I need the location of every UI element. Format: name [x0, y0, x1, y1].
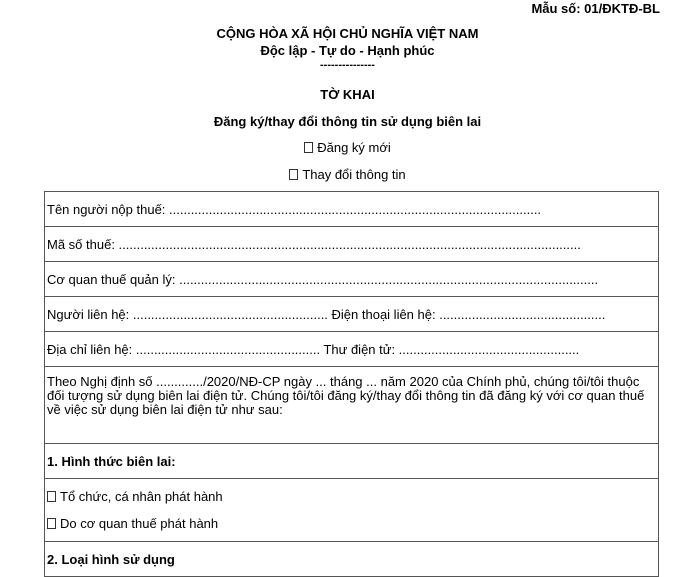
contact-phone-field[interactable]: Người liên hệ: ...................................................... Điện thoại liên hệ: ..............................................	[45, 297, 659, 332]
form-code: Mẫu số: 01/ĐKTĐ-BL	[531, 1, 660, 16]
option-change-label: Thay đổi thông tin	[302, 167, 406, 182]
taxpayer-name-field[interactable]: Tên người nộp thuế: .......................................................................................................	[45, 192, 659, 227]
receipt-type-self-issued[interactable]	[47, 483, 656, 510]
receipt-type-tax-issued[interactable]	[47, 510, 656, 537]
nation-title: CỘNG HÒA XÃ HỘI CHỦ NGHĨA VIỆT NAM	[216, 26, 479, 41]
option-new-label: Đăng ký mới	[317, 140, 391, 155]
checkbox-icon[interactable]	[289, 169, 298, 180]
section1-heading: 1. Hình thức biên lai:	[45, 444, 659, 479]
section1-options	[45, 479, 659, 542]
checkbox-icon[interactable]	[47, 491, 56, 502]
document-title: TỜ KHAI	[320, 87, 375, 102]
registration-form-table	[44, 191, 659, 577]
separator: ---------------	[320, 59, 375, 71]
motto: Độc lập - Tự do - Hạnh phúc	[260, 43, 435, 58]
checkbox-icon[interactable]	[47, 518, 56, 529]
checkbox-icon[interactable]	[304, 142, 313, 153]
document-subtitle: Đăng ký/thay đổi thông tin sử dụng biên lai	[213, 114, 482, 129]
declaration-text: Theo Nghị định số ............./2020/NĐ-CP ngày ... tháng ... năm 2020 của Chính phủ, chúng tôi/tôi thuộc đối tượng sử dụng biên lai điện tử. Chúng tôi/tôi đăng ký/thay đổi thông tin đã đăng ký với cơ quan thuế về việc sử dụng biên lai điện tử như sau:	[45, 367, 659, 444]
address-email-field[interactable]: Địa chỉ liên hệ: ................................................... Thư điện tử: ..................................................	[45, 332, 659, 367]
option-new-registration[interactable]	[0, 140, 695, 155]
section2-heading: 2. Loại hình sử dụng	[45, 542, 659, 577]
option-change-info[interactable]	[0, 167, 695, 182]
receipt-type-self-label: Tổ chức, cá nhân phát hành	[60, 489, 223, 504]
receipt-type-tax-label: Do cơ quan thuế phát hành	[60, 516, 219, 531]
tax-code-field[interactable]: Mã số thuế: ................................................................................................................................	[45, 227, 659, 262]
tax-authority-field[interactable]: Cơ quan thuế quản lý: ....................................................................................................................	[45, 262, 659, 297]
